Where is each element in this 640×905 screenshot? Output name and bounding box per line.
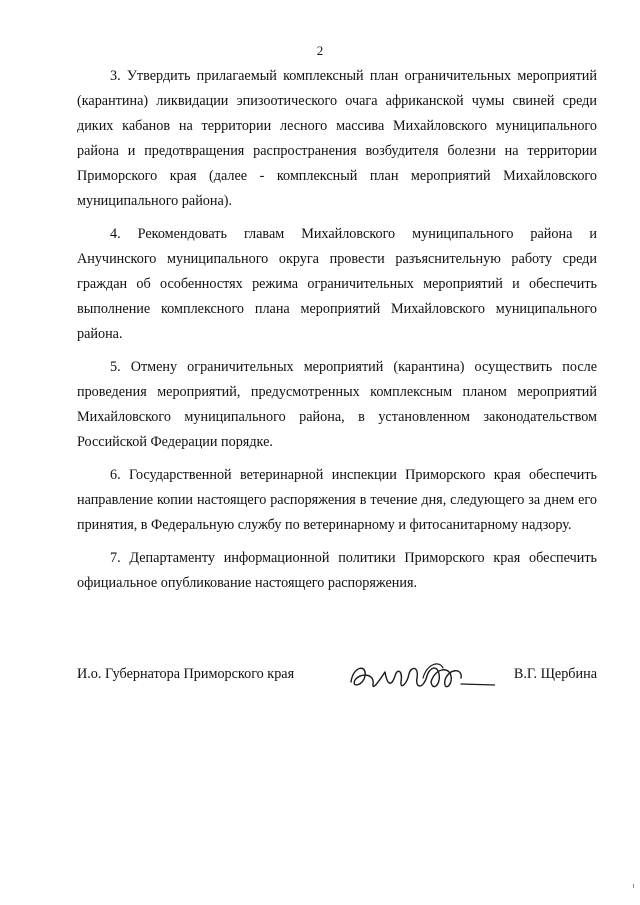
page-number: 2 xyxy=(316,43,324,58)
document-body xyxy=(77,64,597,604)
paragraph-4: 4. Рекомендовать главам Михайловского муниципального района и Анучинского муниципального округа провести разъяснительную работу среди граждан об особенностях режима ограничительных мероприятий и обеспечить выполнение комплексного плана мероприятий Михайловского муниципального района. xyxy=(77,226,597,342)
paragraph-5: 5. Отмену ограничительных мероприятий (карантина) осуществить после проведения мероприятий, предусмотренных комплексным планом мероприятий Михайловского муниципального района, в установленном законодательством Российской Федерации порядке. xyxy=(77,359,597,450)
handwritten-signature xyxy=(345,654,495,704)
signature-block xyxy=(77,664,597,694)
signatory-position: И.о. Губернатора Приморского края xyxy=(77,666,295,682)
paragraph-3: 3. Утвердить прилагаемый комплексный план ограничительных мероприятий (карантина) ликвидации эпизоотического очага африканской чумы свиней среди диких кабанов на территории лесного массива Михайловского муниципального района и предотвращения распространения возбудителя болезни на территории Приморского края (далее - комплексный план мероприятий Михайловского муниципального района). xyxy=(77,68,597,209)
paragraph-7: 7. Департаменту информационной политики Приморского края обеспечить официальное опубликование настоящего распоряжения. xyxy=(77,550,597,591)
paragraph-6: 6. Государственной ветеринарной инспекции Приморского края обеспечить направление копии настоящего распоряжения в течение дня, следующего за днем его принятия, в Федеральную службу по ветеринарному и фитосанитарному надзору. xyxy=(77,467,597,533)
scan-edge-mark xyxy=(633,884,634,888)
signatory-name: В.Г. Щербина xyxy=(513,666,597,682)
